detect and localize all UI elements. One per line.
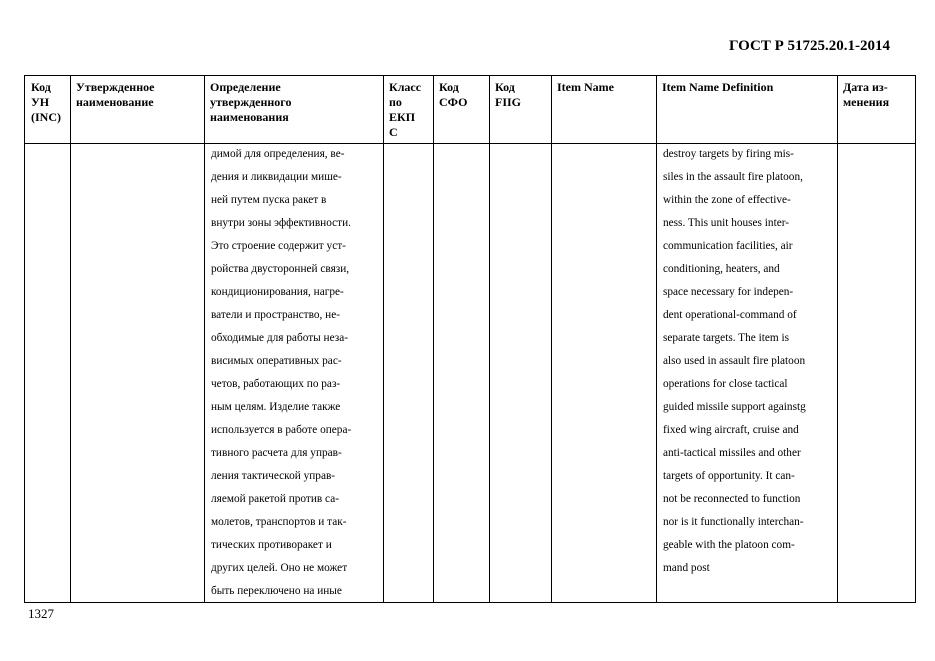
header-label-line: утвержденного [210, 95, 292, 109]
approved-definition-cell [211, 143, 351, 603]
page-number: 1327 [28, 606, 54, 621]
definition-line: conditioning, heaters, and [663, 263, 780, 275]
definition-line: четов, работающих по раз- [211, 378, 341, 390]
definition-line: молетов, транспортов и так- [211, 516, 347, 528]
header-label-line: Дата из- [843, 80, 888, 94]
header-label-line: СФО [439, 95, 468, 109]
definition-line: siles in the assault fire platoon, [663, 171, 803, 183]
definition-line: димой для определения, ве- [211, 148, 345, 160]
definition-line: дения и ликвидации мише- [211, 171, 342, 183]
definition-line: обходимые для работы неза- [211, 332, 348, 344]
header-change-date [843, 80, 915, 110]
header-inc-code [31, 80, 69, 125]
definition-line: ления тактической управ- [211, 470, 336, 482]
header-label-line: по [389, 95, 402, 109]
header-label-line: С [389, 125, 398, 139]
definition-line: anti-tactical missiles and other [663, 447, 801, 459]
column-divider [204, 76, 205, 602]
column-divider [433, 76, 434, 602]
item-name-definition-cell [663, 143, 806, 580]
definition-line: geable with the platoon com- [663, 539, 795, 551]
definition-line: also used in assault fire platoon [663, 355, 806, 367]
header-label-line: Item Name Definition [662, 80, 774, 94]
definition-line: dent operational-command of [663, 309, 797, 321]
header-item-name [557, 80, 653, 95]
definition-line: targets of opportunity. It can- [663, 470, 795, 482]
column-divider [837, 76, 838, 602]
definition-line: ней путем пуска ракет в [211, 194, 327, 206]
column-divider [551, 76, 552, 602]
definition-line: ватели и пространство, не- [211, 309, 340, 321]
column-divider [656, 76, 657, 602]
standard-code: ГОСТ Р 51725.20.1-2014 [728, 38, 890, 54]
definition-line: других целей. Оно не может [211, 562, 348, 574]
header-sfo-code [439, 80, 487, 110]
header-label-line: Код [31, 80, 51, 94]
header-label-line: УН [31, 95, 50, 109]
header-label-line: Определение [210, 80, 281, 94]
definition-line: mand post [663, 562, 710, 574]
definition-line: operations for close tactical [663, 378, 788, 390]
header-label-line: ЕКП [389, 110, 416, 124]
definition-line: Это строение содержит уст- [211, 240, 346, 252]
header-label-line: Код [495, 80, 515, 94]
definition-line: ным целям. Изделие также [211, 401, 341, 413]
definition-line: быть переключено на иные [211, 585, 342, 597]
definition-line: destroy targets by firing mis- [663, 148, 794, 160]
column-divider [489, 76, 490, 602]
definition-line: ляемой ракетой против са- [211, 493, 339, 505]
header-label-line: FIIG [495, 95, 522, 109]
definitions-table [24, 75, 916, 603]
definition-line: используется в работе опера- [211, 424, 352, 436]
definition-line: внутри зоны эффективности. [211, 217, 351, 229]
definition-line: fixed wing aircraft, cruise and [663, 424, 799, 436]
definition-line: ness. This unit houses inter- [663, 217, 790, 229]
header-label-line: Item Name [557, 80, 614, 94]
definition-line: nor is it functionally interchan- [663, 516, 804, 528]
definition-line: кондиционирования, нагре- [211, 286, 344, 298]
definition-line: ройства двусторонней связи, [211, 263, 350, 275]
header-label-line: Утвержденное [76, 80, 155, 94]
header-approved-name [76, 80, 201, 110]
header-label-line: менения [843, 95, 890, 109]
definition-line: тических противоракет и [211, 539, 332, 551]
column-divider [383, 76, 384, 602]
definition-line: not be reconnected to function [663, 493, 801, 505]
definition-line: separate targets. The item is [663, 332, 790, 344]
definition-line: висимых оперативных рас- [211, 355, 342, 367]
header-label-line: Класс [389, 80, 422, 94]
header-label-line: наименование [76, 95, 154, 109]
header-label-line: Код [439, 80, 459, 94]
definition-line: communication facilities, air [663, 240, 793, 252]
header-item-name-definition [662, 80, 834, 95]
header-approved-definition [210, 80, 380, 125]
header-label-line: наименования [210, 110, 289, 124]
definition-line: guided missile support againstg [663, 401, 806, 413]
header-fiig-code [495, 80, 549, 110]
definition-line: within the zone of effective- [663, 194, 791, 206]
definition-line: space necessary for indepen- [663, 286, 794, 298]
header-ekps-class [389, 80, 431, 140]
header-label-line: (INC) [31, 110, 61, 124]
definition-line: тивного расчета для управ- [211, 447, 342, 459]
column-divider [70, 76, 71, 602]
